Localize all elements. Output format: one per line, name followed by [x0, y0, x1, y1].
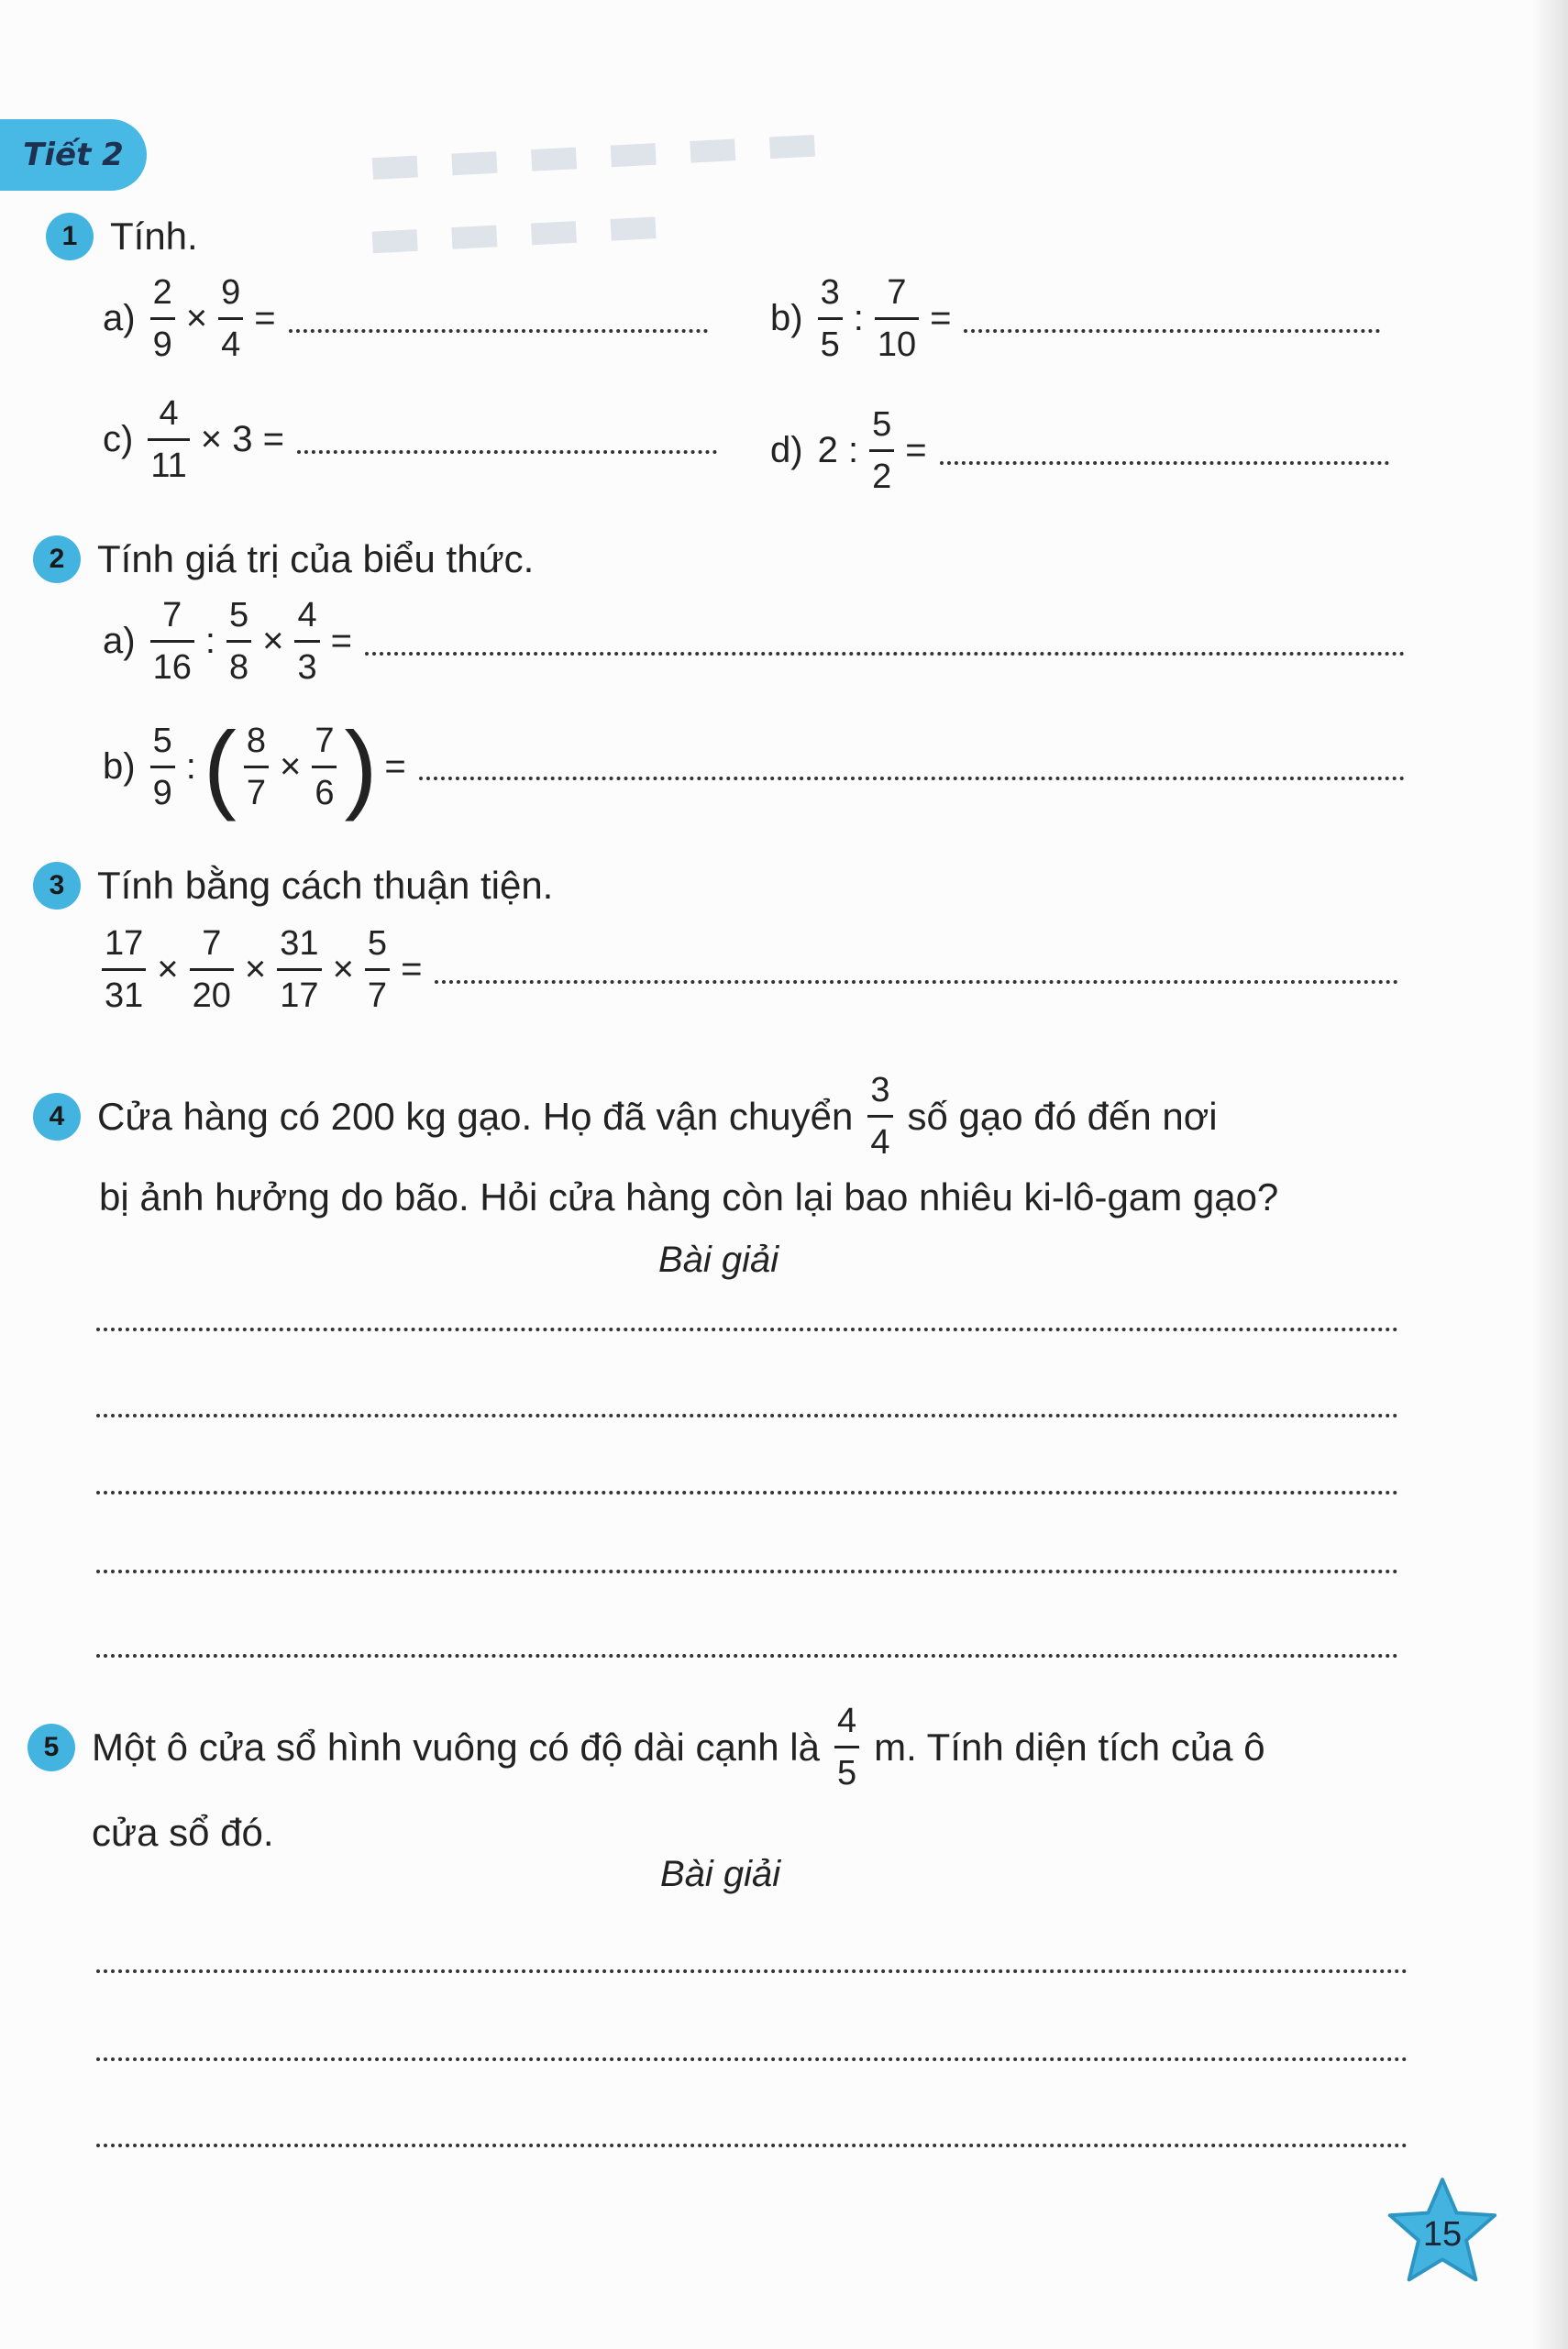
show-through-print: ▬ ▬ ▬ ▬ ▬ ▬	[365, 107, 823, 199]
equals-sign: =	[905, 430, 927, 470]
solution-heading: Bài giải	[660, 1854, 781, 1894]
item-label: b)	[770, 298, 803, 338]
problem-text: Cửa hàng có 200 kg gạo. Họ đã vận chuyển	[97, 1094, 854, 1138]
fraction: $\frac{5}{7}$	[365, 926, 390, 1013]
lesson-tab-label: Tiết 2	[23, 137, 124, 173]
lesson-tab	[0, 119, 147, 191]
operand: 2 :	[817, 430, 859, 470]
answer-line[interactable]	[297, 450, 717, 454]
page-number: 15	[1422, 2214, 1463, 2254]
solution-answer-line[interactable]	[96, 2144, 1408, 2147]
fraction: $\frac{4}{5}$	[834, 1704, 859, 1791]
exercise-1b	[770, 275, 1380, 362]
fraction: $\frac{31}{17}$	[277, 926, 321, 1013]
equals-sign: =	[330, 621, 352, 661]
answer-line[interactable]	[419, 777, 1405, 780]
operator: ×	[332, 949, 354, 989]
solution-answer-line[interactable]	[96, 1328, 1398, 1331]
left-paren: (	[203, 711, 237, 822]
operator: :	[853, 298, 864, 338]
exercise-1-heading	[46, 213, 198, 260]
answer-line[interactable]	[940, 461, 1389, 465]
solution-answer-line[interactable]	[96, 1969, 1408, 1973]
exercise-1d	[770, 407, 1389, 494]
fraction: $\frac{17}{31}$	[102, 926, 146, 1013]
exercise-number-badge: 2	[33, 535, 81, 583]
fraction: $\frac{5}{2}$	[869, 407, 894, 494]
exercise-3-expression	[96, 926, 1398, 1013]
exercise-number-badge: 1	[46, 213, 94, 260]
fraction: $\frac{7}{20}$	[190, 926, 234, 1013]
exercise-4-line-2: bị ảnh hưởng do bão. Hỏi cửa hàng còn lại bao nhiêu ki-lô-gam gạo?	[99, 1175, 1279, 1219]
solution-answer-line[interactable]	[96, 2057, 1408, 2061]
fraction: $\frac{8}{7}$	[244, 723, 269, 811]
item-label: d)	[770, 430, 803, 470]
operator: :	[185, 745, 196, 787]
fraction: $\frac{5}{9}$	[150, 723, 175, 811]
exercise-5-line-2: cửa sổ đó.	[92, 1811, 274, 1854]
exercise-3-heading	[33, 862, 553, 910]
show-through-print: ▬ ▬ ▬ ▬	[365, 189, 665, 273]
item-label: c)	[103, 419, 134, 459]
answer-line[interactable]	[365, 652, 1405, 656]
fraction: $\frac{9}{4}$	[218, 275, 243, 362]
problem-text: Một ô cửa sổ hình vuông có độ dài cạnh là	[92, 1725, 820, 1769]
exercise-title: Tính giá trị của biểu thức.	[97, 537, 535, 580]
fraction: $\frac{5}{8}$	[226, 598, 251, 685]
equals-sign: =	[401, 949, 423, 989]
fraction: $\frac{7}{16}$	[150, 598, 194, 685]
problem-text: m. Tính diện tích của ô	[874, 1725, 1265, 1769]
exercise-2b	[103, 711, 1405, 822]
operator: × 3 =	[200, 419, 284, 459]
exercise-2a	[103, 598, 1405, 685]
problem-text: số gạo đó đến nơi	[907, 1094, 1218, 1138]
fraction: $\frac{7}{10}$	[875, 275, 919, 362]
right-paren: )	[344, 711, 378, 822]
fraction: $\frac{3}{4}$	[867, 1073, 892, 1160]
item-label: a)	[103, 621, 136, 661]
answer-line[interactable]	[289, 329, 708, 333]
fraction: $\frac{4}{3}$	[294, 598, 319, 685]
operator: ×	[279, 745, 302, 787]
page-edge-shadow	[1531, 0, 1568, 2349]
solution-answer-line[interactable]	[96, 1570, 1398, 1573]
solution-heading: Bài giải	[658, 1240, 779, 1280]
fraction: $\frac{4}{11}$	[148, 396, 189, 483]
fraction: $\frac{7}{6}$	[312, 723, 337, 811]
operator: ×	[185, 298, 208, 338]
item-label: a)	[103, 298, 136, 338]
item-label: b)	[103, 745, 136, 787]
equals-sign: =	[930, 298, 952, 338]
exercise-4-line-1	[33, 1073, 1218, 1160]
operator: ×	[244, 949, 267, 989]
exercise-title: Tính bằng cách thuận tiện.	[97, 864, 554, 907]
equals-sign: =	[254, 298, 276, 338]
answer-line[interactable]	[435, 980, 1398, 984]
exercise-1a	[103, 275, 708, 362]
solution-answer-line[interactable]	[96, 1491, 1398, 1494]
fraction: $\frac{3}{5}$	[818, 275, 843, 362]
fraction: $\frac{2}{9}$	[150, 275, 175, 362]
answer-line[interactable]	[964, 329, 1380, 333]
operator: ×	[262, 621, 284, 661]
exercise-1c	[103, 396, 717, 483]
operator: ×	[157, 949, 179, 989]
solution-answer-line[interactable]	[96, 1654, 1398, 1658]
exercise-number-badge: 4	[33, 1093, 81, 1141]
exercise-number-badge: 3	[33, 862, 81, 910]
equals-sign: =	[384, 745, 406, 787]
exercise-number-badge: 5	[28, 1724, 75, 1771]
exercise-5-line-1	[28, 1704, 1265, 1791]
operator: :	[204, 621, 215, 661]
solution-answer-line[interactable]	[96, 1414, 1398, 1417]
exercise-title: Tính.	[110, 215, 198, 258]
exercise-2-heading	[33, 535, 534, 583]
